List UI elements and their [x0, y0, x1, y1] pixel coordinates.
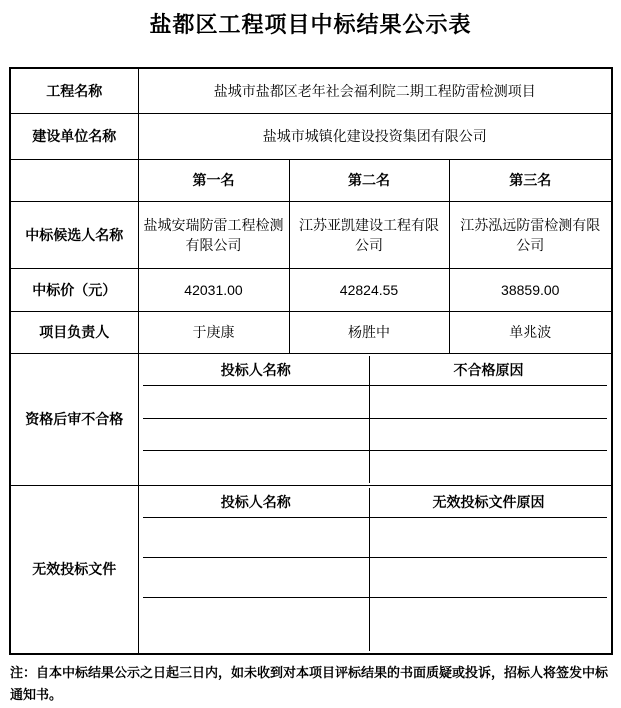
table-row [10, 268, 612, 311]
price-third: 38859.00 [449, 268, 612, 311]
manager-second: 杨胜中 [289, 311, 449, 353]
empty-cell [370, 558, 608, 598]
subtable-header-row [143, 356, 608, 386]
candidate-third: 江苏泓远防雷检测有限公司 [449, 201, 612, 268]
empty-cell [370, 451, 608, 483]
manager-first: 于庚康 [138, 311, 289, 353]
invalid-subtable [143, 488, 608, 651]
bid-result-table [9, 67, 613, 655]
table-row [10, 68, 612, 113]
subtable-empty-row [143, 451, 608, 483]
table-row [10, 353, 612, 485]
candidates-label: 中标候选人名称 [10, 201, 138, 268]
subtable-empty-row [143, 558, 608, 598]
project-name-label: 工程名称 [10, 68, 138, 113]
subtable-empty-row [143, 386, 608, 419]
price-second: 42824.55 [289, 268, 449, 311]
table-row [10, 113, 612, 159]
unqualified-reason-header: 不合格原因 [370, 356, 608, 386]
invalid-bidder-header: 投标人名称 [143, 488, 370, 518]
rank-first-header: 第一名 [138, 159, 289, 201]
table-row [10, 159, 612, 201]
rank-empty-cell [10, 159, 138, 201]
footer-note: 注：自本中标结果公示之日起三日内，如未收到对本项目评标结果的书面质疑或投诉，招标人将签发中标通知书。 [10, 665, 609, 702]
empty-cell [143, 419, 370, 451]
invalid-subtable-cell [138, 485, 612, 654]
subtable-empty-row [143, 419, 608, 451]
empty-cell [143, 598, 370, 651]
project-name-value: 盐城市盐都区老年社会福利院二期工程防雷检测项目 [138, 68, 612, 113]
owner-name-label: 建设单位名称 [10, 113, 138, 159]
unqualified-subtable [143, 356, 608, 483]
unqualified-label: 资格后审不合格 [10, 353, 138, 485]
empty-cell [370, 518, 608, 558]
subtable-header-row [143, 488, 608, 518]
rank-second-header: 第二名 [289, 159, 449, 201]
unqualified-subtable-cell [138, 353, 612, 485]
invalid-label: 无效投标文件 [10, 485, 138, 654]
price-label: 中标价（元） [10, 268, 138, 311]
table-row [10, 485, 612, 654]
manager-third: 单兆波 [449, 311, 612, 353]
subtable-empty-row [143, 518, 608, 558]
owner-name-value: 盐城市城镇化建设投资集团有限公司 [138, 113, 612, 159]
subtable-empty-row [143, 598, 608, 651]
page-title: 盐都区工程项目中标结果公示表 [149, 12, 472, 37]
table-row [10, 201, 612, 268]
empty-cell [370, 386, 608, 419]
empty-cell [143, 451, 370, 483]
price-first: 42031.00 [138, 268, 289, 311]
empty-cell [370, 598, 608, 651]
candidate-first: 盐城安瑞防雷工程检测有限公司 [138, 201, 289, 268]
unqualified-bidder-header: 投标人名称 [143, 356, 370, 386]
invalid-reason-header: 无效投标文件原因 [370, 488, 608, 518]
empty-cell [143, 386, 370, 419]
empty-cell [370, 419, 608, 451]
candidate-second: 江苏亚凯建设工程有限公司 [289, 201, 449, 268]
table-row [10, 311, 612, 353]
manager-label: 项目负责人 [10, 311, 138, 353]
empty-cell [143, 558, 370, 598]
empty-cell [143, 518, 370, 558]
rank-third-header: 第三名 [449, 159, 612, 201]
